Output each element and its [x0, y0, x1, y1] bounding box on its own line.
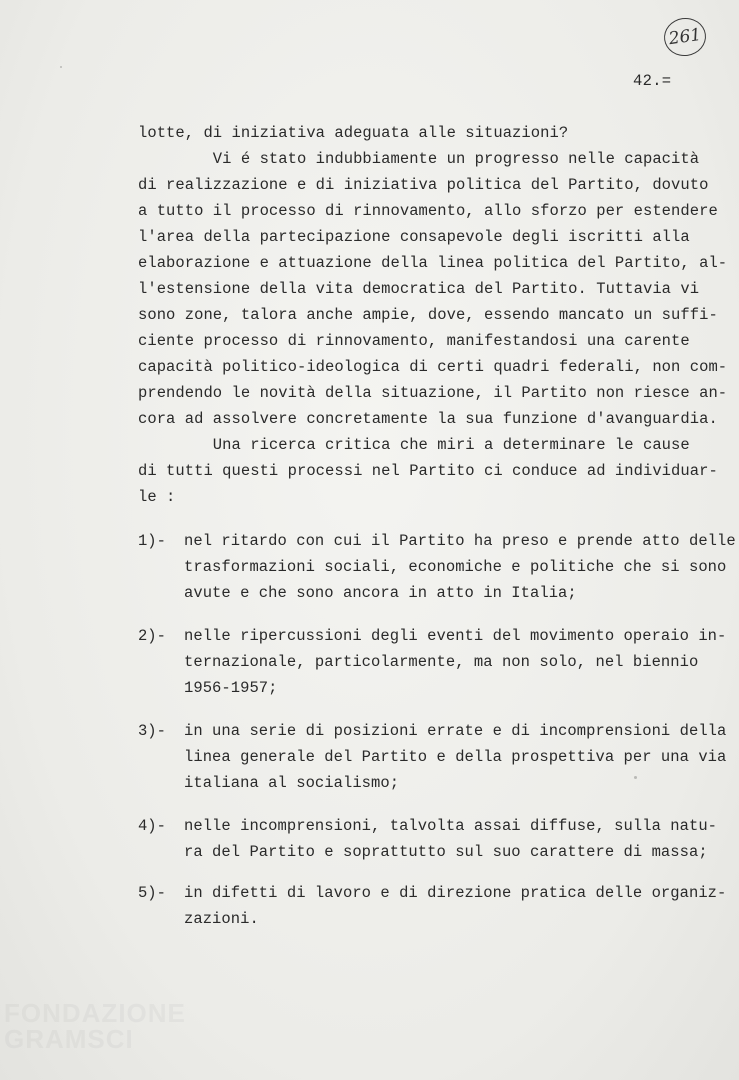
list-item-number: 5)- [138, 884, 166, 902]
list-item-line: ternazionale, particolarmente, ma non solo, nel biennio [184, 653, 699, 671]
list-item-line: zazioni. [184, 910, 259, 928]
list-item-line: italiana al socialismo; [184, 774, 400, 792]
watermark-line: GRAMSCI [4, 1024, 134, 1054]
paper-speck [60, 66, 62, 68]
list-item-line: 1956-1957; [184, 679, 278, 697]
body-line: Una ricerca critica che miri a determinare le cause [138, 436, 690, 454]
list-item-number: 3)- [138, 722, 166, 740]
list-item-number: 4)- [138, 817, 166, 835]
body-line: Vi é stato indubbiamente un progresso nelle capacità [138, 150, 700, 168]
body-line: lotte, di iniziativa adeguata alle situazioni? [138, 124, 569, 142]
body-line: le : [138, 488, 176, 506]
body-line: di realizzazione e di iniziativa politica del Partito, dovuto [138, 176, 709, 194]
body-line: l'area della partecipazione consapevole degli iscritti alla [138, 228, 690, 246]
list-item-line: ra del Partito e soprattutto sul suo carattere di massa; [184, 843, 708, 861]
list-item-line: nel ritardo con cui il Partito ha preso e prende atto delle [184, 532, 736, 550]
body-line: elaborazione e attuazione della linea politica del Partito, al- [138, 254, 728, 272]
list-item-line: in una serie di posizioni errate e di incomprensioni della [184, 722, 727, 740]
body-line: cora ad assolvere concretamente la sua funzione d'avanguardia. [138, 410, 718, 428]
list-item-line: nelle ripercussioni degli eventi del movimento operaio in- [184, 627, 727, 645]
archive-watermark [4, 1000, 186, 1052]
paper-speck [634, 776, 637, 779]
list-item-line: trasformazioni sociali, economiche e politiche che si sono [184, 558, 727, 576]
archive-page-stamp: 261 [662, 15, 709, 58]
body-line: a tutto il processo di rinnovamento, allo sforzo per estendere [138, 202, 718, 220]
body-line: l'estensione della vita democratica del Partito. Tuttavia vi [138, 280, 700, 298]
list-item-line: linea generale del Partito e della prospettiva per una via [184, 748, 727, 766]
list-item-line: in difetti di lavoro e di direzione pratica delle organiz- [184, 884, 727, 902]
list-item-number: 1)- [138, 532, 166, 550]
body-line: di tutti questi processi nel Partito ci conduce ad individuar- [138, 462, 718, 480]
body-line: capacità politico-ideologica di certi quadri federali, non com- [138, 358, 728, 376]
body-line: sono zone, talora anche ampie, dove, essendo mancato un suffi- [138, 306, 718, 324]
page-number: 42.= [633, 72, 672, 90]
list-item-line: nelle incomprensioni, talvolta assai diffuse, sulla natu- [184, 817, 718, 835]
list-item-line: avute e che sono ancora in atto in Italia; [184, 584, 577, 602]
watermark-line: FONDAZIONE [4, 998, 186, 1028]
list-item-number: 2)- [138, 627, 166, 645]
body-line: ciente processo di rinnovamento, manifestandosi una carente [138, 332, 690, 350]
body-line: prendendo le novità della situazione, il Partito non riesce an- [138, 384, 728, 402]
